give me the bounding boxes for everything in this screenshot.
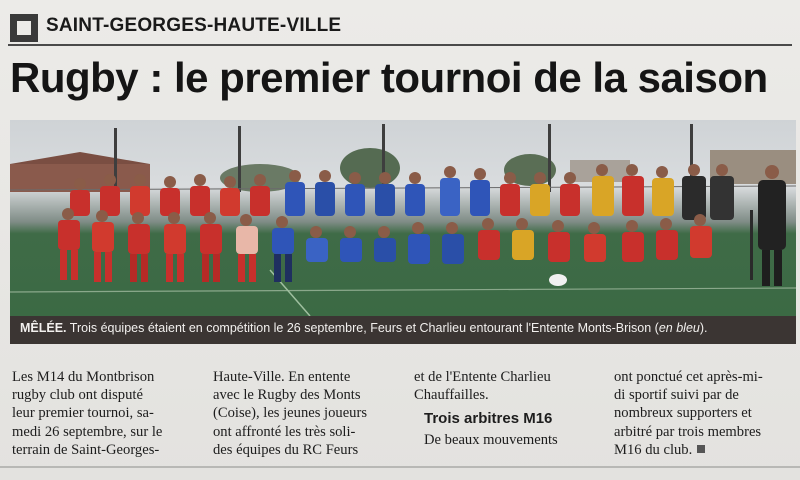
column-line: Chauffailles.: [414, 387, 489, 404]
column-line: M16 du club.: [614, 441, 693, 458]
section-title: SAINT-GEORGES-HAUTE-VILLE: [46, 15, 342, 36]
column-line: De beaux mouvements: [424, 432, 558, 448]
square-icon: [10, 14, 38, 42]
caption-lead: MÊLÉE.: [20, 321, 67, 335]
article-column-2: [213, 368, 397, 459]
column-line: ont affronté les très soli-: [213, 423, 356, 440]
article-subhead: Trois arbitres M16: [424, 410, 553, 427]
column-line: medi 26 septembre, sur le: [12, 423, 163, 440]
column-line: arbitré par trois membres: [614, 423, 762, 440]
team-photo: [10, 120, 796, 316]
article-column-4: [614, 368, 800, 459]
photo-caption-bar: [10, 316, 796, 344]
caption-text: Trois équipes étaient en compétition le 26 septembre, Feurs et Charlieu entourant l'Entente Monts-Brison (: [66, 321, 659, 335]
column-line: nombreux supporters et: [614, 405, 752, 422]
column-line: des équipes du RC Feurs: [213, 441, 359, 458]
column-line: Les M14 du Montbrison: [12, 369, 155, 385]
article-headline: Rugby : le premier tournoi de la saison: [10, 54, 768, 101]
end-square-icon: [697, 445, 705, 453]
column-line: terrain de Saint-Georges-: [12, 441, 160, 458]
column-line: Haute-Ville. En entente: [213, 369, 351, 385]
divider: [0, 466, 800, 468]
column-line: avec le Rugby des Monts: [213, 387, 361, 404]
article-column-3: [414, 368, 600, 404]
article-end-line: [614, 441, 800, 459]
team-photo-illustration: [10, 120, 796, 316]
column-line: rugby club ont disputé: [12, 387, 143, 404]
column-line: et de l'Entente Charlieu: [414, 369, 551, 385]
column-line: leur premier tournoi, sa-: [12, 405, 154, 422]
column-line: ont ponctué cet après-mi-: [614, 369, 763, 385]
column-line: (Coise), les jeunes joueurs: [213, 405, 368, 422]
caption-end: ).: [699, 321, 708, 335]
column-line: di sportif suivi par de: [614, 387, 739, 404]
caption-italic: en bleu: [658, 321, 700, 335]
photo-caption: [20, 321, 708, 335]
article-column-1: [12, 368, 196, 459]
section-header: [8, 12, 792, 46]
